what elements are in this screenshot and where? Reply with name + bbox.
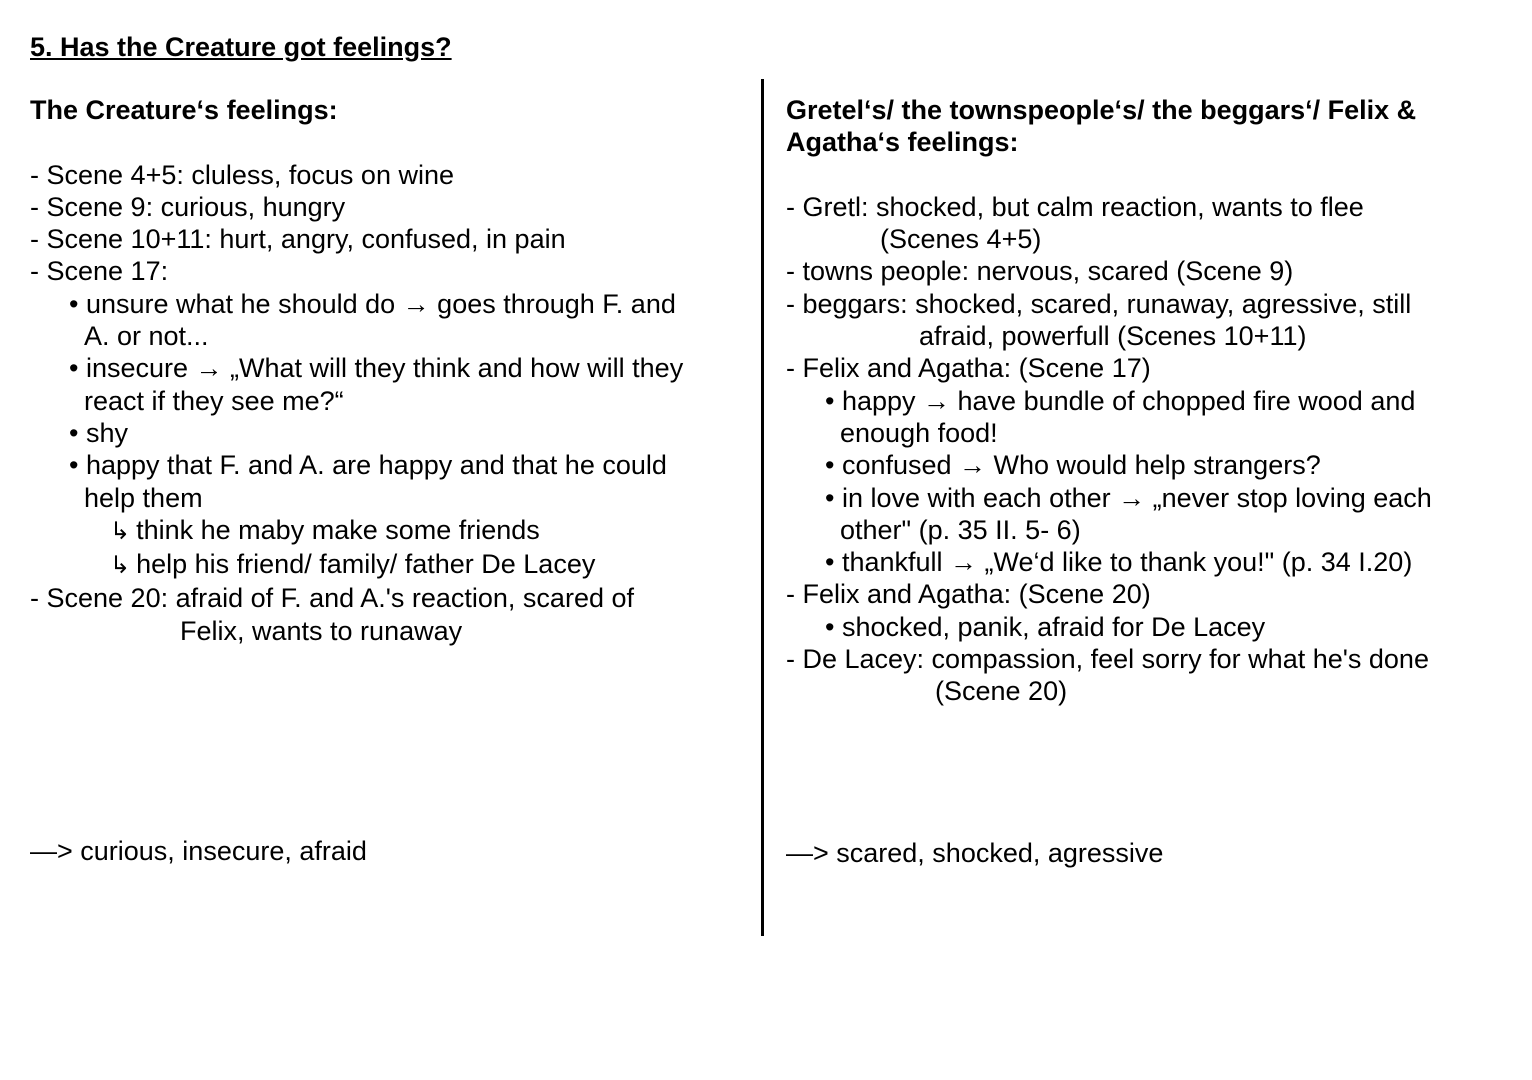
column-divider xyxy=(761,79,764,936)
list-item-continuation: Felix, wants to runaway xyxy=(180,615,463,646)
page-title: 5. Has the Creature got feelings? xyxy=(30,32,452,62)
list-item: - Scene 20: afraid of F. and A.'s reaction, scared of xyxy=(30,583,634,614)
bullet-item: • happy that F. and A. are happy and that he could xyxy=(69,450,667,481)
sub-item xyxy=(30,514,745,548)
bullet-item-continuation: enough food! xyxy=(840,417,998,448)
list-item: - De Lacey: compassion, feel sorry for what he's done xyxy=(786,644,1429,675)
others-conclusion: —> scared, shocked, agressive xyxy=(786,838,1164,868)
bullet-item: • unsure what he should do → goes through F. and xyxy=(69,288,676,319)
bullet-item: • happy → have bundle of chopped fire wood and xyxy=(825,385,1416,416)
sub-item xyxy=(30,548,745,582)
bullet-item: • confused → Who would help strangers? xyxy=(825,450,1321,481)
list-item: - Felix and Agatha: (Scene 20) xyxy=(786,579,1151,610)
bullet-item: • shy xyxy=(69,417,128,448)
list-item: - Scene 9: curious, hungry xyxy=(30,191,346,222)
creature-conclusion: —> curious, insecure, afraid xyxy=(30,836,367,866)
others-feelings-heading: Gretel‘s/ the townspeople‘s/ the beggars‘/ Felix & xyxy=(786,95,1417,125)
list-item: - Gretl: shocked, but calm reaction, wants to flee xyxy=(786,191,1364,222)
bullet-item: • in love with each other → „never stop loving each xyxy=(825,482,1432,513)
bullet-item: • shocked, panik, afraid for De Lacey xyxy=(825,611,1266,642)
bullet-item-continuation: A. or not... xyxy=(84,321,209,352)
spacer xyxy=(786,159,1506,191)
others-feelings-heading-continuation: Agatha‘s feelings: xyxy=(786,127,1019,158)
list-item-continuation: (Scene 20) xyxy=(935,676,1068,707)
list-item: - Scene 17: xyxy=(30,256,169,287)
list-item: - Scene 10+11: hurt, angry, confused, in pain xyxy=(30,224,566,255)
bullet-item: • thankfull → „We‘d like to thank you!" (p. 34 I.20) xyxy=(825,547,1413,578)
sub-arrow-icon: ↳ xyxy=(110,552,131,580)
list-item: - beggars: shocked, scared, runaway, agressive, still xyxy=(786,288,1412,319)
sub-item-text: help his friend/ family/ father De Lacey xyxy=(136,549,596,580)
sub-arrow-icon: ↳ xyxy=(110,517,131,545)
list-item-continuation: (Scenes 4+5) xyxy=(880,224,1042,255)
creature-feelings-column xyxy=(30,94,745,647)
list-item: - Felix and Agatha: (Scene 17) xyxy=(786,353,1151,384)
creature-feelings-heading: The Creature‘s feelings: xyxy=(30,95,338,125)
bullet-item-continuation: other" (p. 35 II. 5- 6) xyxy=(840,514,1081,545)
list-item-continuation: afraid, powerfull (Scenes 10+11) xyxy=(919,321,1307,352)
bullet-item: • insecure → „What will they think and how will they xyxy=(69,353,684,384)
bullet-item-continuation: react if they see me?“ xyxy=(84,385,344,416)
list-item: - towns people: nervous, scared (Scene 9) xyxy=(786,256,1294,287)
bullet-item-continuation: help them xyxy=(84,482,203,513)
sub-item-text: think he maby make some friends xyxy=(136,514,540,545)
spacer xyxy=(30,126,745,158)
others-feelings-column xyxy=(786,94,1506,708)
list-item: - Scene 4+5: cluless, focus on wine xyxy=(30,159,454,190)
